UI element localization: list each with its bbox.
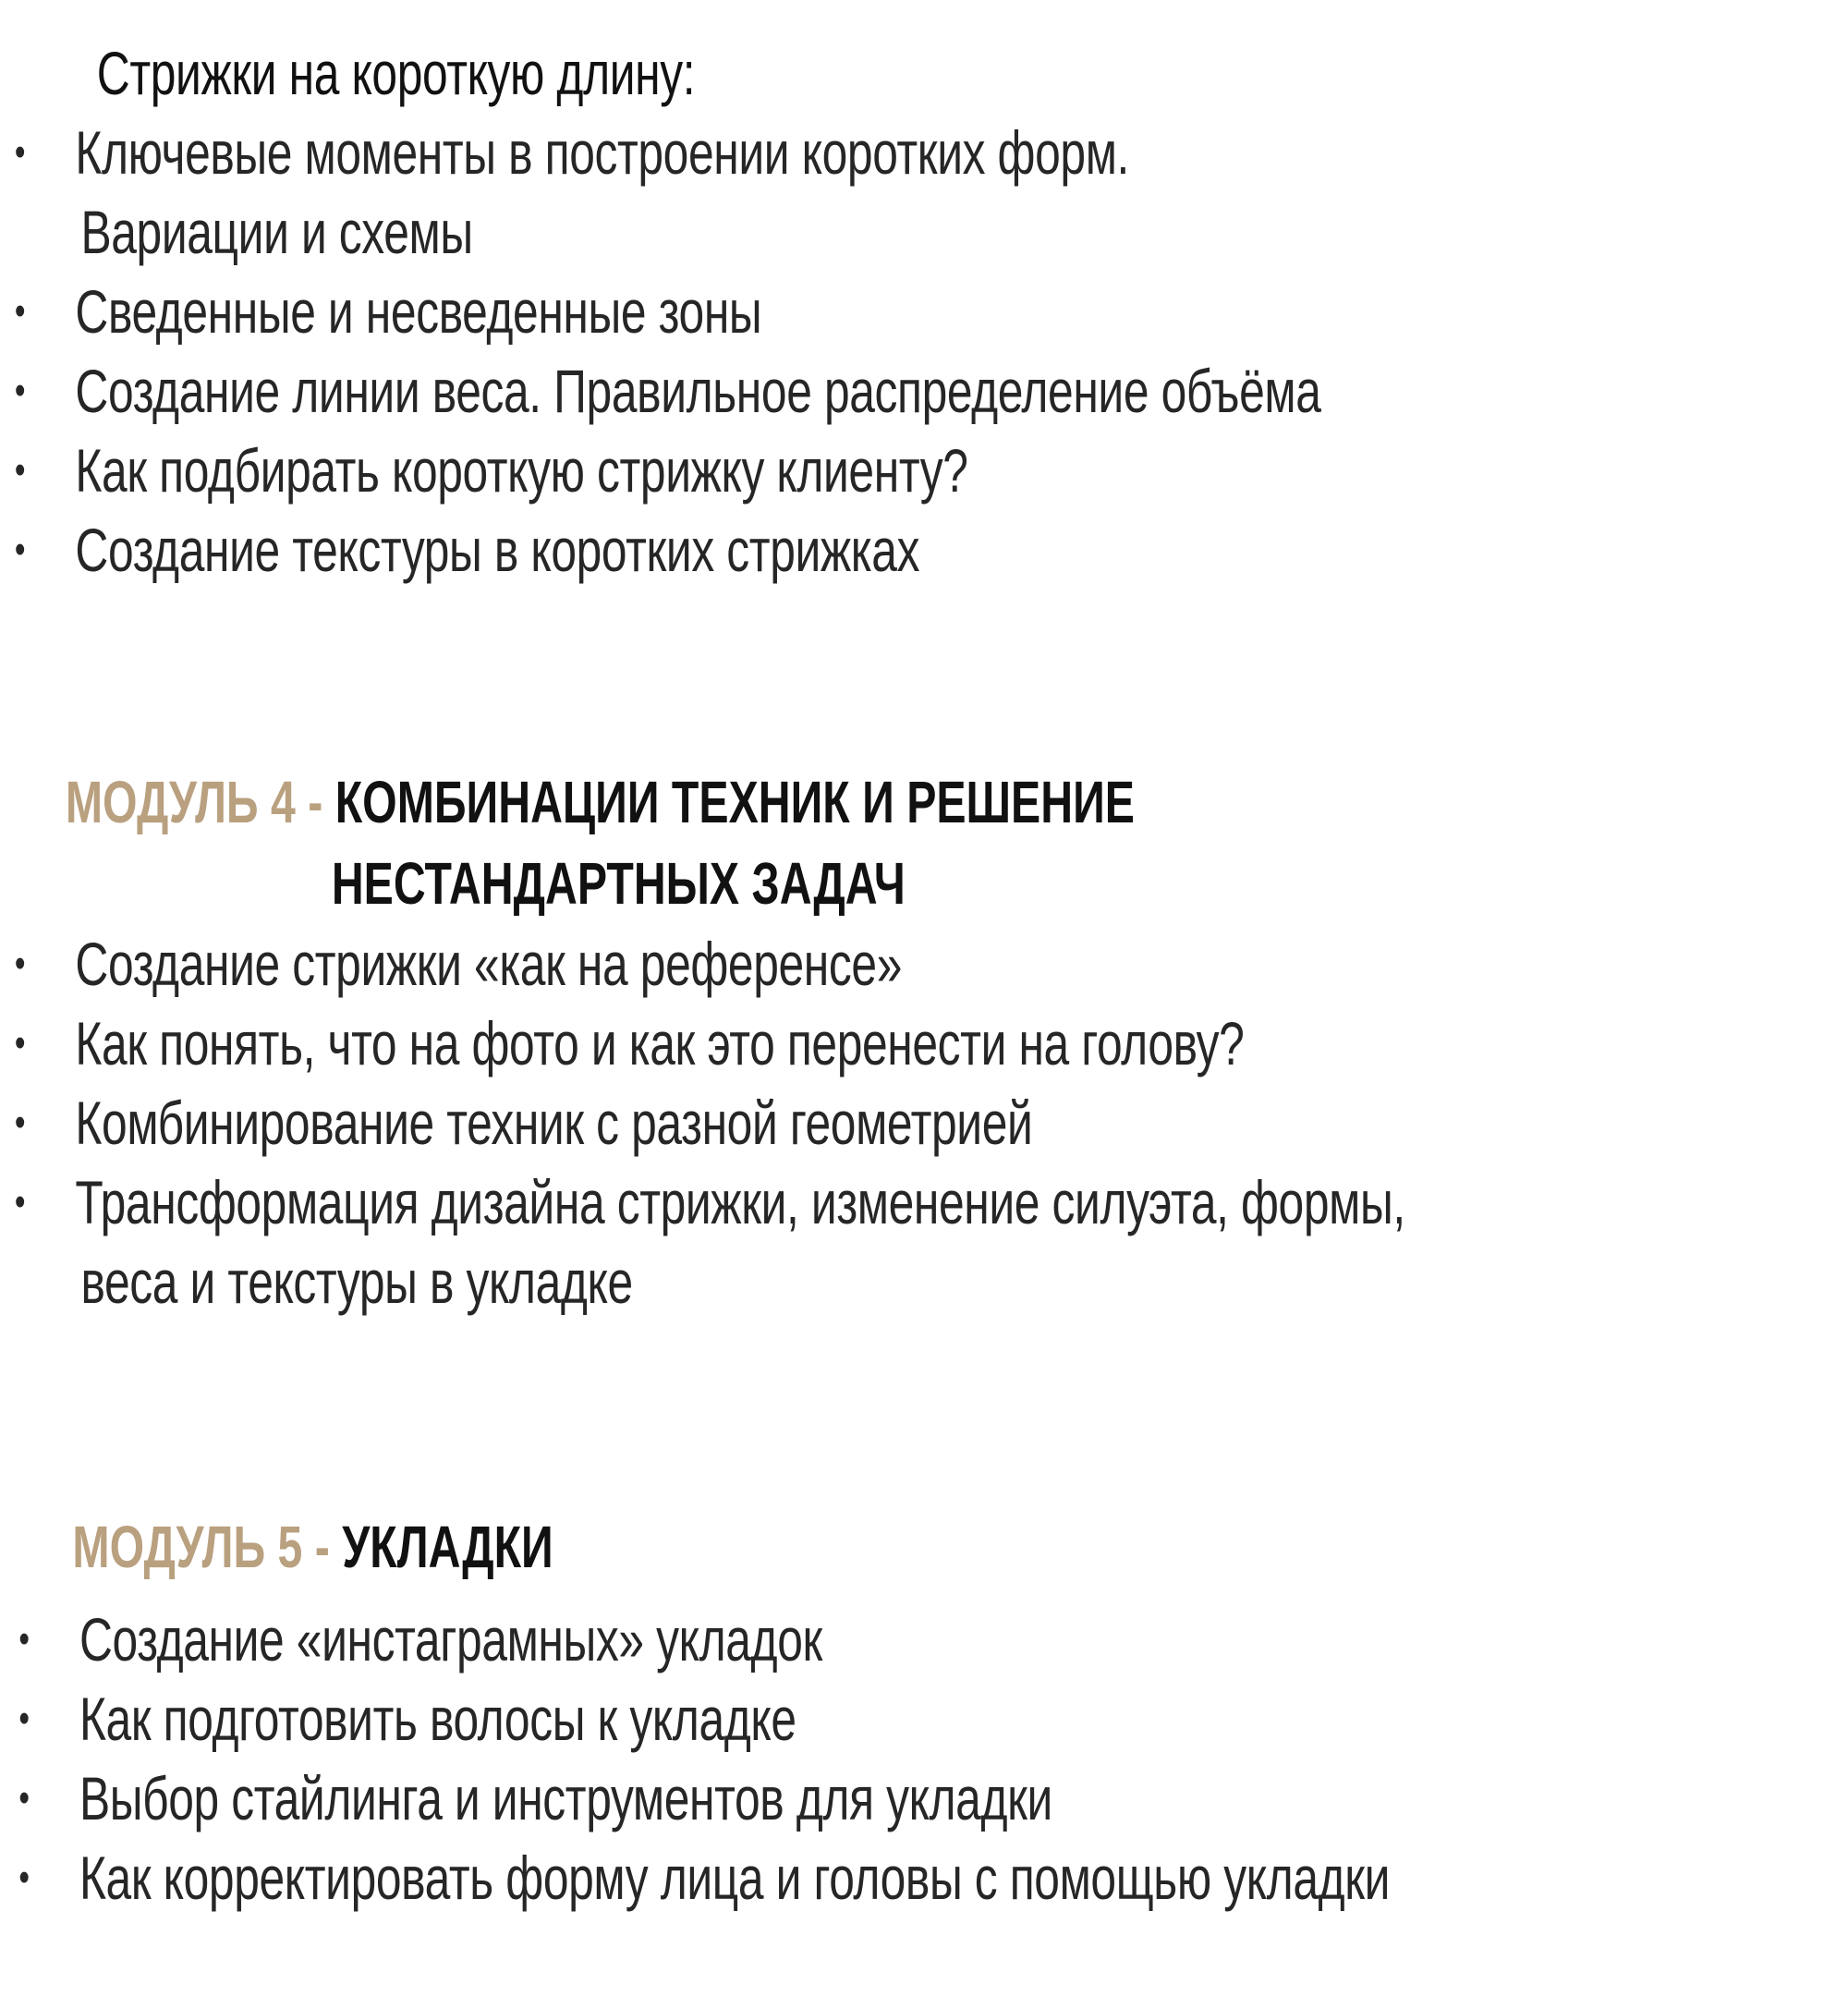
bullet-icon: • (14, 447, 26, 493)
list-item: • Комбинирование техник с разной геометрией (0, 1083, 1811, 1162)
bullet-list (0, 113, 1811, 590)
bullet-icon: • (18, 1775, 30, 1820)
bullet-icon: • (18, 1696, 30, 1741)
module-4-section (0, 761, 1811, 1321)
module-title: УКЛАДКИ (342, 1514, 553, 1580)
bullet-icon: • (14, 1179, 26, 1224)
list-item: • Как понять, что на фото и как это перенести на голову? (0, 1004, 1811, 1083)
module-heading-continuation (0, 843, 1811, 924)
bullet-icon: • (14, 288, 26, 334)
bullet-icon: • (14, 368, 26, 413)
list-item: • Создание стрижки «как на референсе» (0, 924, 1811, 1004)
list-item: • Сведенные и несведенные зоны (0, 272, 1811, 351)
list-item: • Ключевые моменты в построении коротких форм. (0, 113, 1811, 192)
module-label: МОДУЛЬ 5 - (72, 1514, 343, 1580)
bullet-list (0, 1600, 1811, 1917)
bullet-icon: • (14, 941, 26, 986)
bullet-list (0, 924, 1811, 1321)
short-haircuts-section (0, 33, 1811, 590)
module-label: МОДУЛЬ 4 - (65, 769, 335, 835)
bullet-icon: • (14, 129, 26, 175)
list-item: • Создание линии веса. Правильное распределение объёма (0, 351, 1811, 431)
section-heading: Стрижки на короткую длину: (96, 39, 696, 107)
module-title: КОМБИНАЦИИ ТЕХНИК И РЕШЕНИЕ (334, 769, 1135, 835)
list-item: • Выбор стайлинга и инструментов для укладки (0, 1759, 1811, 1838)
list-item: • Как подготовить волосы к укладке (0, 1679, 1811, 1759)
module-title: НЕСТАНДАРТНЫХ ЗАДАЧ (331, 850, 906, 917)
list-item: • Как корректировать форму лица и головы с помощью укладки (0, 1838, 1811, 1917)
module-heading (0, 1506, 1811, 1588)
list-item-continuation: веса и текстуры в укладке (80, 1248, 633, 1316)
list-item-continuation: Вариации и схемы (80, 198, 473, 266)
bullet-icon: • (18, 1855, 30, 1900)
bullet-icon: • (14, 527, 26, 572)
list-item: • Как подбирать короткую стрижку клиенту? (0, 431, 1811, 510)
module-5-section (0, 1506, 1811, 1917)
bullet-icon: • (14, 1100, 26, 1145)
bullet-icon: • (14, 1020, 26, 1065)
list-item: • Трансформация дизайна стрижки, изменение силуэта, формы, (0, 1162, 1811, 1242)
module-heading (0, 761, 1811, 843)
bullet-icon: • (18, 1616, 30, 1661)
list-item: • Создание «инстаграмных» укладок (0, 1600, 1811, 1679)
list-item: • Создание текстуры в коротких стрижках (0, 510, 1811, 590)
